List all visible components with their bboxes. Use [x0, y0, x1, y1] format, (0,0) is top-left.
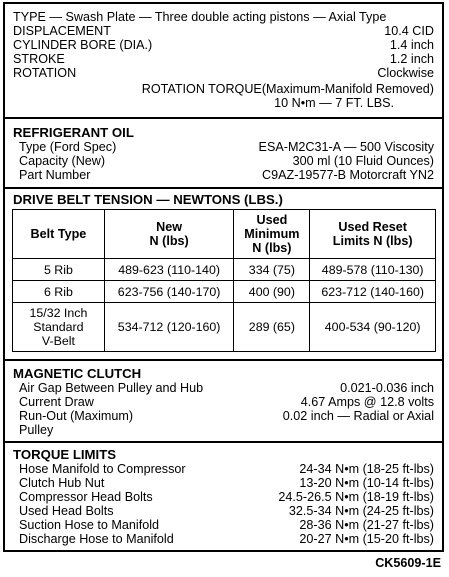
cell-used-minimum: 289 (65)	[234, 303, 310, 352]
clutch-value: 0.02 inch — Radial or Axial	[282, 409, 434, 423]
cell-used-minimum: 400 (90)	[234, 281, 310, 303]
divider	[5, 359, 442, 361]
table-row	[13, 259, 436, 281]
oil-value: 300 ml (10 Fluid Ounces)	[292, 154, 434, 168]
cell-belt-type: 15/32 Inch Standard V-Belt	[13, 303, 105, 352]
cell-new: 489-623 (110-140)	[104, 259, 234, 281]
spec-label: CYLINDER BORE (DIA.)	[13, 38, 153, 52]
torque-value: 24-34 N•m (18-25 ft-lbs)	[299, 462, 434, 476]
cell-belt-type: 5 Rib	[13, 259, 105, 281]
column-header-used-minimum: Used Minimum N (lbs)	[234, 210, 310, 259]
table-row	[13, 281, 436, 303]
spec-label: DISPLACEMENT	[13, 24, 111, 38]
cell-used-reset: 623-712 (140-160)	[310, 281, 436, 303]
cell-used-reset: 400-534 (90-120)	[310, 303, 436, 352]
torque-value: 20-27 N•m (15-20 ft-lbs)	[299, 532, 434, 546]
column-header-used-reset: Used Reset Limits N (lbs)	[310, 210, 436, 259]
torque-value: 28-36 N•m (21-27 ft-lbs)	[299, 518, 434, 532]
type-line-text: TYPE — Swash Plate — Three double acting pistons — Axial Type	[13, 10, 387, 24]
clutch-value: 0.021-0.036 inch	[340, 381, 434, 395]
cell-new: 534-712 (120-160)	[104, 303, 234, 352]
clutch-label: Air Gap Between Pulley and Hub	[19, 381, 204, 395]
oil-label: Type (Ford Spec)	[19, 140, 117, 154]
rotation-torque-value: 10 N•m — 7 FT. LBS.	[274, 96, 394, 110]
column-header-new: New N (lbs)	[104, 210, 234, 259]
torque-label: Used Head Bolts	[19, 504, 114, 518]
torque-label: Clutch Hub Nut	[19, 476, 105, 490]
torque-label: Discharge Hose to Manifold	[19, 532, 174, 546]
drive-belt-table	[12, 209, 436, 352]
spec-value: 10.4 CID	[384, 24, 434, 38]
torque-limits-heading: TORQUE LIMITS	[13, 447, 117, 462]
torque-label: Hose Manifold to Compressor	[19, 462, 186, 476]
oil-label: Part Number	[19, 168, 91, 182]
clutch-value: 4.67 Amps @ 12.8 volts	[300, 395, 434, 409]
spec-sheet	[3, 2, 444, 552]
spec-value: 1.4 inch	[389, 38, 434, 52]
cell-new: 623-756 (140-170)	[104, 281, 234, 303]
spec-label: STROKE	[13, 52, 65, 66]
column-header-belt-type: Belt Type	[13, 210, 105, 259]
spec-label: ROTATION	[13, 66, 77, 80]
refrigerant-oil-heading: REFRIGERANT OIL	[13, 125, 134, 140]
torque-label: Compressor Head Bolts	[19, 490, 153, 504]
clutch-label: Pulley	[19, 423, 54, 437]
table-row	[13, 303, 436, 352]
spec-value: 1.2 inch	[389, 52, 434, 66]
divider	[5, 441, 442, 443]
oil-label: Capacity (New)	[19, 154, 106, 168]
rotation-torque-label: ROTATION TORQUE(Maximum-Manifold Removed)	[141, 82, 434, 96]
spec-value: Clockwise	[377, 66, 434, 80]
figure-id: CK5609-1E	[375, 556, 441, 570]
divider	[5, 117, 442, 119]
divider	[5, 187, 442, 189]
magnetic-clutch-heading: MAGNETIC CLUTCH	[13, 366, 142, 381]
torque-value: 13-20 N•m (10-14 ft-lbs)	[299, 476, 434, 490]
cell-belt-type: 6 Rib	[13, 281, 105, 303]
table-header-row	[13, 210, 436, 259]
clutch-label: Current Draw	[19, 395, 94, 409]
clutch-label: Run-Out (Maximum)	[19, 409, 134, 423]
cell-used-minimum: 334 (75)	[234, 259, 310, 281]
torque-value: 24.5-26.5 N•m (18-19 ft-lbs)	[278, 490, 434, 504]
torque-label: Suction Hose to Manifold	[19, 518, 160, 532]
oil-value: C9AZ-19577-B Motorcraft YN2	[262, 168, 434, 182]
torque-value: 32.5-34 N•m (24-25 ft-lbs)	[288, 504, 434, 518]
drive-belt-heading: DRIVE BELT TENSION — NEWTONS (LBS.)	[13, 192, 283, 207]
oil-value: ESA-M2C31-A — 500 Viscosity	[258, 140, 434, 154]
cell-used-reset: 489-578 (110-130)	[310, 259, 436, 281]
